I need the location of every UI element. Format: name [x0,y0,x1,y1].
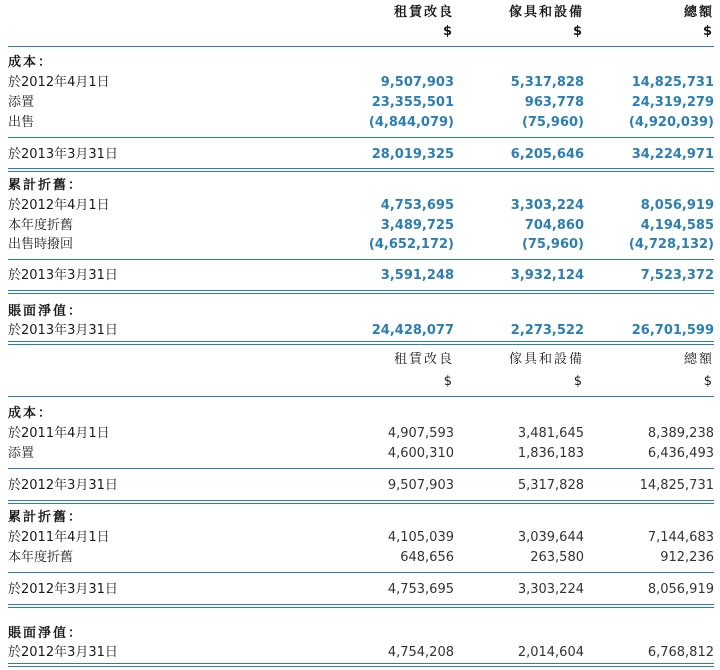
total-row: 於2012年3月31日 4,754,208 2,014,604 6,768,812 [8,645,714,660]
table-row: 於2012年4月1日 9,507,903 5,317,828 14,825,731 [8,75,714,90]
divider [8,259,714,260]
table-row: 本年度折舊 3,489,725 704,860 4,194,585 [8,218,714,233]
table-row: 於2011年4月1日 4,907,593 3,481,645 8,389,238 [8,426,714,441]
currency-row [0,22,720,42]
section-title-cost: 成本： [8,55,54,70]
table-row: 添置 4,600,310 1,836,183 6,436,493 [8,446,714,461]
divider [8,396,714,397]
currency-label: $ [703,374,714,389]
double-divider [8,500,714,504]
divider [8,137,714,138]
double-divider [8,341,714,345]
table-row: 出售時撥回 (4,652,172) (75,960) (4,728,132) [8,237,714,252]
table-row: 於2011年4月1日 4,105,039 3,039,644 7,144,683 [8,530,714,545]
column-headers [0,3,720,23]
table-row: 添置 23,355,501 963,778 24,319,279 [8,95,714,110]
currency-row [0,372,720,392]
section-title-cost: 成本： [8,406,54,421]
header-leasehold: 租賃改良 [393,352,454,367]
currency-label: $ [702,24,714,39]
section-title-net: 賬面淨值： [8,626,84,641]
subtotal-row: 於2013年3月31日 28,019,325 6,205,646 34,224,971 [8,147,714,162]
table-row: 於2012年4月1日 4,753,695 3,303,224 8,056,919 [8,198,714,213]
divider [8,468,714,469]
column-headers [0,350,720,370]
double-divider [8,290,714,294]
double-divider [8,604,714,608]
header-leasehold: 租賃改良 [393,5,454,20]
header-total: 總額 [683,352,714,367]
subtotal-row: 於2013年3月31日 3,591,248 3,932,124 7,523,372 [8,268,714,283]
section-title-depreciation: 累計折舊： [8,510,84,525]
table-row: 本年度折舊 648,656 263,580 912,236 [8,550,714,565]
double-divider [8,663,714,667]
total-row: 於2013年3月31日 24,428,077 2,273,522 26,701,599 [8,323,714,338]
currency-label: $ [572,24,584,39]
subtotal-row: 於2012年3月31日 4,753,695 3,303,224 8,056,919 [8,582,714,597]
subtotal-row: 於2012年3月31日 9,507,903 5,317,828 14,825,731 [8,478,714,493]
currency-label: $ [443,374,454,389]
divider [8,572,714,573]
currency-label: $ [442,24,454,39]
divider [8,46,714,47]
section-title-depreciation: 累計折舊： [8,178,84,193]
header-furniture: 傢具和設備 [508,5,584,20]
double-divider [8,168,714,172]
section-title-net: 賬面淨值： [8,304,84,319]
currency-label: $ [573,374,584,389]
header-total: 總額 [683,5,714,20]
header-furniture: 傢具和設備 [508,352,584,367]
table-row: 出售 (4,844,079) (75,960) (4,920,039) [8,115,714,130]
